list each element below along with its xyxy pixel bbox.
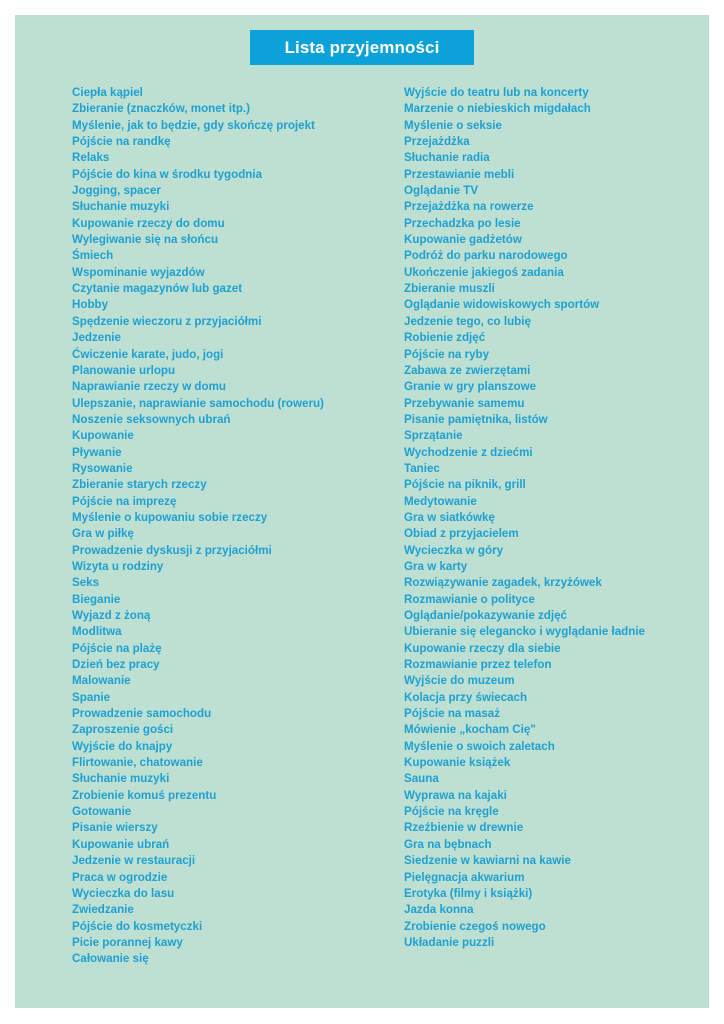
list-item: Ulepszanie, naprawianie samochodu (roweru): [72, 396, 324, 410]
list-item: Myślenie o swoich zaletach: [404, 739, 555, 753]
list-item: Przebywanie samemu: [404, 396, 525, 410]
list-item: Jedzenie tego, co lubię: [404, 314, 531, 328]
list-item: Wizyta u rodziny: [72, 559, 164, 573]
list-item: Rozwiązywanie zagadek, krzyżówek: [404, 576, 602, 590]
list-item: Bieganie: [72, 592, 121, 606]
list-item: Pielęgnacja akwarium: [404, 870, 525, 884]
list-item: Seks: [72, 576, 100, 590]
list-item: Ubieranie się elegancko i wyglądanie ładnie: [404, 625, 645, 639]
list-item: Ćwiczenie karate, judo, jogi: [72, 347, 224, 361]
list-item: Jedzenie w restauracji: [72, 854, 196, 868]
list-item: Pójście na kręgle: [404, 805, 499, 819]
list-item: Planowanie urlopu: [72, 363, 176, 377]
list-item: Ukończenie jakiegoś zadania: [404, 265, 564, 279]
list-item: Obiad z przyjacielem: [404, 527, 519, 541]
list-item: Wychodzenie z dziećmi: [404, 445, 533, 459]
list-item: Czytanie magazynów lub gazet: [72, 282, 243, 296]
page-title: Lista przyjemności: [250, 30, 474, 65]
list-item: Zbieranie (znaczków, monet itp.): [72, 102, 251, 116]
list-item: Układanie puzzli: [404, 935, 495, 949]
list-item: Noszenie seksownych ubrań: [72, 412, 231, 426]
list-item: Zbieranie starych rzeczy: [72, 478, 207, 492]
list-item: Śmiech: [72, 249, 114, 263]
list-item: Jazda konna: [404, 903, 474, 917]
list-item: Pisanie pamiętnika, listów: [404, 412, 548, 426]
list-item: Pójście na masaż: [404, 707, 501, 721]
list-item: Pójście do kosmetyczki: [72, 919, 203, 933]
list-item: Przejażdżka: [404, 135, 470, 149]
list-item: Zabawa ze zwierzętami: [404, 363, 531, 377]
list-item: Myślenie o kupowaniu sobie rzeczy: [72, 510, 268, 524]
list-item: Zwiedzanie: [72, 903, 134, 917]
list-item: Kupowanie: [72, 429, 134, 443]
list-item: Naprawianie rzeczy w domu: [72, 380, 226, 394]
list-item: Malowanie: [72, 674, 131, 688]
list-item: Wyprawa na kajaki: [404, 788, 507, 802]
list-item: Praca w ogrodzie: [72, 870, 168, 884]
list-item: Wyjście do knajpy: [72, 739, 173, 753]
list-item: Sprzątanie: [404, 429, 463, 443]
list-item: Przejażdżka na rowerze: [404, 200, 534, 214]
list-item: Siedzenie w kawiarni na kawie: [404, 854, 571, 868]
list-item: Gotowanie: [72, 805, 132, 819]
list-item: Zbieranie muszli: [404, 282, 495, 296]
list-item: Hobby: [72, 298, 109, 312]
list-item: Podróż do parku narodowego: [404, 249, 568, 263]
list-item: Zaproszenie gości: [72, 723, 174, 737]
list-item: Prowadzenie samochodu: [72, 707, 212, 721]
list-item: Zrobienie komuś prezentu: [72, 788, 217, 802]
document-panel: [15, 15, 709, 1008]
list-item: Kolacja przy świecach: [404, 690, 528, 704]
list-item: Flirtowanie, chatowanie: [72, 756, 203, 770]
list-item: Taniec: [404, 461, 440, 475]
list-item: Marzenie o niebieskich migdałach: [404, 102, 591, 116]
list-item: Zrobienie czegoś nowego: [404, 919, 546, 933]
list-item: Dzień bez pracy: [72, 658, 160, 672]
list-item: Kupowanie książek: [404, 756, 511, 770]
list-item: Pójście na imprezę: [72, 494, 177, 508]
list-item: Kupowanie rzeczy dla siebie: [404, 641, 561, 655]
list-item: Gra w piłkę: [72, 527, 134, 541]
list-item: Wylegiwanie się na słońcu: [72, 233, 219, 247]
list-item: Pójście na randkę: [72, 135, 171, 149]
list-item: Wyjście do muzeum: [404, 674, 515, 688]
list-item: Sauna: [404, 772, 439, 786]
list-item: Pływanie: [72, 445, 122, 459]
list-item: Pisanie wierszy: [72, 821, 158, 835]
list-item: Mówienie „kocham Cię": [404, 723, 536, 737]
list-item: Kupowanie gadżetów: [404, 233, 522, 247]
list-item: Słuchanie muzyki: [72, 200, 170, 214]
list-item: Myślenie, jak to będzie, gdy skończę projekt: [72, 118, 315, 132]
list-item: Robienie zdjęć: [404, 331, 486, 345]
list-item: Oglądanie widowiskowych sportów: [404, 298, 600, 312]
left-column-list: [72, 85, 324, 968]
list-item: Rysowanie: [72, 461, 133, 475]
list-item: Oglądanie/pokazywanie zdjęć: [404, 609, 568, 622]
list-item: Picie porannej kawy: [72, 935, 183, 949]
list-item: Kupowanie rzeczy do domu: [72, 216, 225, 230]
list-item: Słuchanie radia: [404, 151, 490, 165]
list-item: Rozmawianie przez telefon: [404, 658, 552, 672]
list-item: Jedzenie: [72, 331, 121, 345]
right-column-list: [404, 85, 645, 951]
list-item: Gra w siatkówkę: [404, 510, 495, 524]
list-item: Wspominanie wyjazdów: [72, 265, 205, 279]
list-item: Gra na bębnach: [404, 837, 492, 851]
list-item: Przechadzka po lesie: [404, 216, 521, 230]
list-item: Pójście do kina w środku tygodnia: [72, 167, 263, 181]
list-item: Ciepła kąpiel: [72, 86, 143, 99]
list-item: Relaks: [72, 151, 110, 165]
list-item: Pójście na piknik, grill: [404, 478, 526, 492]
list-item: Kupowanie ubrań: [72, 837, 170, 851]
list-item: Erotyka (filmy i książki): [404, 886, 533, 900]
list-item: Całowanie się: [72, 952, 149, 966]
list-item: Modlitwa: [72, 625, 122, 639]
list-item: Słuchanie muzyki: [72, 772, 170, 786]
list-item: Granie w gry planszowe: [404, 380, 537, 394]
list-item: Rozmawianie o polityce: [404, 592, 535, 606]
list-item: Oglądanie TV: [404, 184, 479, 198]
list-item: Wyjście do teatru lub na koncerty: [404, 86, 589, 99]
list-item: Rzeźbienie w drewnie: [404, 821, 524, 835]
list-item: Spędzenie wieczoru z przyjaciółmi: [72, 314, 262, 328]
list-item: Spanie: [72, 690, 111, 704]
list-item: Pójście na plażę: [72, 641, 162, 655]
list-item: Wycieczka w góry: [404, 543, 504, 557]
list-item: Wyjazd z żoną: [72, 609, 151, 622]
list-item: Gra w karty: [404, 559, 468, 573]
list-item: Przestawianie mebli: [404, 167, 515, 181]
list-item: Myślenie o seksie: [404, 118, 502, 132]
list-item: Medytowanie: [404, 494, 477, 508]
list-item: Wycieczka do lasu: [72, 886, 175, 900]
list-item: Jogging, spacer: [72, 184, 161, 198]
list-item: Prowadzenie dyskusji z przyjaciółmi: [72, 543, 272, 557]
list-item: Pójście na ryby: [404, 347, 490, 361]
